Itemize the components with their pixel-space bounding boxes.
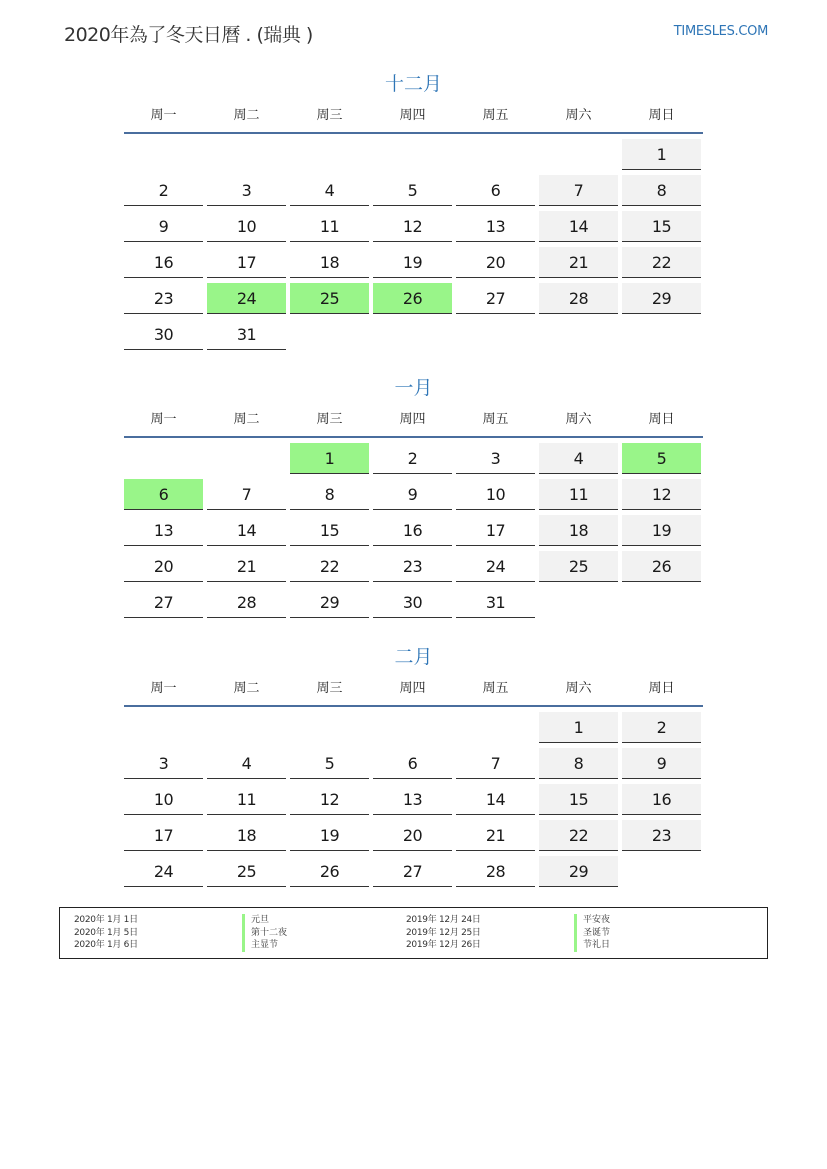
day-cell: 3 — [456, 443, 535, 474]
month-name: 二月 — [394, 646, 433, 668]
month-name: 一月 — [394, 377, 433, 399]
day-cell: 10 — [207, 211, 286, 242]
legend-date: 2020年 1月 1日 — [74, 915, 138, 925]
day-grid — [124, 134, 703, 355]
day-cell: 7 — [207, 479, 286, 510]
empty-day-cell — [539, 587, 618, 618]
legend-holiday-name: 平安夜 — [574, 914, 610, 927]
empty-day-cell — [290, 712, 369, 743]
weekday-label: 周一 — [150, 412, 177, 427]
empty-day-cell — [124, 139, 203, 170]
day-cell: 19 — [290, 820, 369, 851]
weekday-label: 周一 — [150, 681, 177, 696]
day-cell: 21 — [207, 551, 286, 582]
empty-day-cell — [290, 319, 369, 350]
empty-day-cell — [124, 443, 203, 474]
week-row — [124, 515, 703, 551]
day-cell: 22 — [290, 551, 369, 582]
weekend-day-cell: 12 — [622, 479, 701, 510]
day-cell: 14 — [207, 515, 286, 546]
holiday-day-cell: 6 — [124, 479, 203, 510]
day-cell: 5 — [373, 175, 452, 206]
legend-date: 2019年 12月 25日 — [406, 927, 481, 938]
day-cell: 13 — [373, 784, 452, 815]
weekend-day-cell: 23 — [622, 820, 701, 851]
legend-entry — [74, 914, 269, 927]
day-cell: 17 — [207, 247, 286, 278]
day-cell: 24 — [124, 856, 203, 887]
weekend-day-cell: 29 — [622, 283, 701, 314]
empty-day-cell — [456, 139, 535, 170]
weekday-label: 周日 — [648, 108, 675, 123]
weekday-label: 周四 — [399, 681, 426, 696]
weekend-day-cell: 28 — [539, 283, 618, 314]
holiday-day-cell: 5 — [622, 443, 701, 474]
holiday-day-cell: 24 — [207, 283, 286, 314]
day-cell: 19 — [373, 247, 452, 278]
weekend-day-cell: 22 — [622, 247, 701, 278]
weekend-day-cell: 16 — [622, 784, 701, 815]
day-cell: 8 — [290, 479, 369, 510]
empty-day-cell — [207, 712, 286, 743]
weekend-day-cell: 7 — [539, 175, 618, 206]
legend-date: 2020年 1月 5日 — [74, 927, 138, 938]
weekend-day-cell: 26 — [622, 551, 701, 582]
day-cell: 31 — [456, 587, 535, 618]
holiday-day-cell: 26 — [373, 283, 452, 314]
weekend-day-cell: 11 — [539, 479, 618, 510]
day-cell: 29 — [290, 587, 369, 618]
weekend-day-cell: 15 — [539, 784, 618, 815]
weekday-label: 周三 — [316, 412, 343, 427]
day-cell: 28 — [456, 856, 535, 887]
weekend-day-cell: 18 — [539, 515, 618, 546]
day-cell: 5 — [290, 748, 369, 779]
day-cell: 17 — [456, 515, 535, 546]
day-cell: 23 — [373, 551, 452, 582]
day-cell: 21 — [456, 820, 535, 851]
empty-day-cell — [622, 319, 701, 350]
month-block — [124, 635, 703, 892]
day-cell: 23 — [124, 283, 203, 314]
day-cell: 12 — [373, 211, 452, 242]
empty-day-cell — [124, 712, 203, 743]
day-cell: 9 — [124, 211, 203, 242]
weekday-label: 周六 — [565, 681, 592, 696]
legend-entry — [406, 939, 610, 952]
weekday-label: 周五 — [482, 108, 509, 123]
day-cell: 30 — [124, 319, 203, 350]
day-grid — [124, 438, 703, 623]
legend-holiday-name: 节礼日 — [574, 939, 610, 952]
day-cell: 11 — [290, 211, 369, 242]
day-cell: 10 — [124, 784, 203, 815]
day-cell: 18 — [207, 820, 286, 851]
legend-entry — [406, 914, 610, 927]
weekday-label: 周一 — [150, 108, 177, 123]
holiday-day-cell: 1 — [290, 443, 369, 474]
month-block — [124, 366, 703, 623]
day-cell: 26 — [290, 856, 369, 887]
weekend-day-cell: 29 — [539, 856, 618, 887]
day-cell: 27 — [124, 587, 203, 618]
weekday-label: 周六 — [565, 108, 592, 123]
legend-date: 2020年 1月 6日 — [74, 940, 138, 950]
week-row — [124, 820, 703, 856]
weekend-day-cell: 2 — [622, 712, 701, 743]
legend-entry — [74, 927, 287, 940]
day-cell: 16 — [373, 515, 452, 546]
weekend-day-cell: 8 — [622, 175, 701, 206]
empty-day-cell — [456, 712, 535, 743]
weekend-day-cell: 19 — [622, 515, 701, 546]
day-cell: 10 — [456, 479, 535, 510]
day-cell: 6 — [456, 175, 535, 206]
legend-holiday-name: 元旦 — [242, 914, 269, 927]
day-cell: 13 — [124, 515, 203, 546]
weekday-header — [124, 410, 703, 438]
empty-day-cell — [373, 712, 452, 743]
day-cell: 13 — [456, 211, 535, 242]
week-row — [124, 784, 703, 820]
weekend-day-cell: 22 — [539, 820, 618, 851]
week-row — [124, 587, 703, 623]
page-title: 2020年為了冬天日曆 . (瑞典 ) — [64, 24, 313, 46]
month-name: 十二月 — [384, 73, 442, 95]
week-row — [124, 139, 703, 175]
legend-date: 2019年 12月 24日 — [406, 915, 481, 925]
weekend-day-cell: 9 — [622, 748, 701, 779]
holiday-legend — [59, 907, 768, 959]
day-cell: 31 — [207, 319, 286, 350]
weekday-label: 周六 — [565, 412, 592, 427]
weekday-header — [124, 106, 703, 134]
empty-day-cell — [622, 587, 701, 618]
day-cell: 20 — [456, 247, 535, 278]
weekend-day-cell: 15 — [622, 211, 701, 242]
day-cell: 20 — [124, 551, 203, 582]
day-cell: 11 — [207, 784, 286, 815]
week-row — [124, 551, 703, 587]
day-cell: 3 — [207, 175, 286, 206]
weekend-day-cell: 8 — [539, 748, 618, 779]
day-cell: 27 — [456, 283, 535, 314]
weekday-label: 周日 — [648, 681, 675, 696]
legend-holiday-name: 圣诞节 — [574, 927, 610, 940]
empty-day-cell — [290, 139, 369, 170]
weekend-day-cell: 21 — [539, 247, 618, 278]
week-row — [124, 479, 703, 515]
day-cell: 3 — [124, 748, 203, 779]
weekday-label: 周五 — [482, 412, 509, 427]
day-cell: 28 — [207, 587, 286, 618]
legend-holiday-name: 第十二夜 — [242, 927, 287, 940]
day-grid — [124, 707, 703, 892]
weekday-label: 周二 — [233, 681, 260, 696]
weekday-label: 周四 — [399, 412, 426, 427]
weekday-label: 周二 — [233, 412, 260, 427]
week-row — [124, 748, 703, 784]
weekend-day-cell: 4 — [539, 443, 618, 474]
empty-day-cell — [456, 319, 535, 350]
day-cell: 2 — [124, 175, 203, 206]
day-cell: 20 — [373, 820, 452, 851]
day-cell: 16 — [124, 247, 203, 278]
day-cell: 4 — [290, 175, 369, 206]
day-cell: 15 — [290, 515, 369, 546]
empty-day-cell — [207, 443, 286, 474]
day-cell: 6 — [373, 748, 452, 779]
weekday-label: 周三 — [316, 108, 343, 123]
day-cell: 14 — [456, 784, 535, 815]
week-row — [124, 211, 703, 247]
week-row — [124, 175, 703, 211]
weekend-day-cell: 14 — [539, 211, 618, 242]
day-cell: 27 — [373, 856, 452, 887]
weekday-label: 周五 — [482, 681, 509, 696]
legend-holiday-name: 主显节 — [242, 939, 278, 952]
day-cell: 4 — [207, 748, 286, 779]
day-cell: 17 — [124, 820, 203, 851]
weekend-day-cell: 25 — [539, 551, 618, 582]
day-cell: 30 — [373, 587, 452, 618]
legend-entry — [74, 939, 278, 952]
empty-day-cell — [539, 139, 618, 170]
week-row — [124, 247, 703, 283]
empty-day-cell — [373, 139, 452, 170]
day-cell: 18 — [290, 247, 369, 278]
empty-day-cell — [207, 139, 286, 170]
legend-date: 2019年 12月 26日 — [406, 940, 481, 950]
day-cell: 9 — [373, 479, 452, 510]
day-cell: 25 — [207, 856, 286, 887]
weekday-label: 周三 — [316, 681, 343, 696]
weekday-header — [124, 679, 703, 707]
month-block — [124, 62, 703, 355]
day-cell: 7 — [456, 748, 535, 779]
holiday-day-cell: 25 — [290, 283, 369, 314]
weekday-label: 周二 — [233, 108, 260, 123]
week-row — [124, 319, 703, 355]
weekend-day-cell: 1 — [622, 139, 701, 170]
empty-day-cell — [622, 856, 701, 887]
legend-entry — [406, 927, 610, 940]
site-link[interactable]: TIMESLES.COM — [673, 24, 768, 39]
week-row — [124, 443, 703, 479]
week-row — [124, 283, 703, 319]
day-cell: 2 — [373, 443, 452, 474]
weekend-day-cell: 1 — [539, 712, 618, 743]
empty-day-cell — [539, 319, 618, 350]
weekday-label: 周四 — [399, 108, 426, 123]
day-cell: 24 — [456, 551, 535, 582]
weekday-label: 周日 — [648, 412, 675, 427]
empty-day-cell — [373, 319, 452, 350]
week-row — [124, 712, 703, 748]
day-cell: 12 — [290, 784, 369, 815]
week-row — [124, 856, 703, 892]
